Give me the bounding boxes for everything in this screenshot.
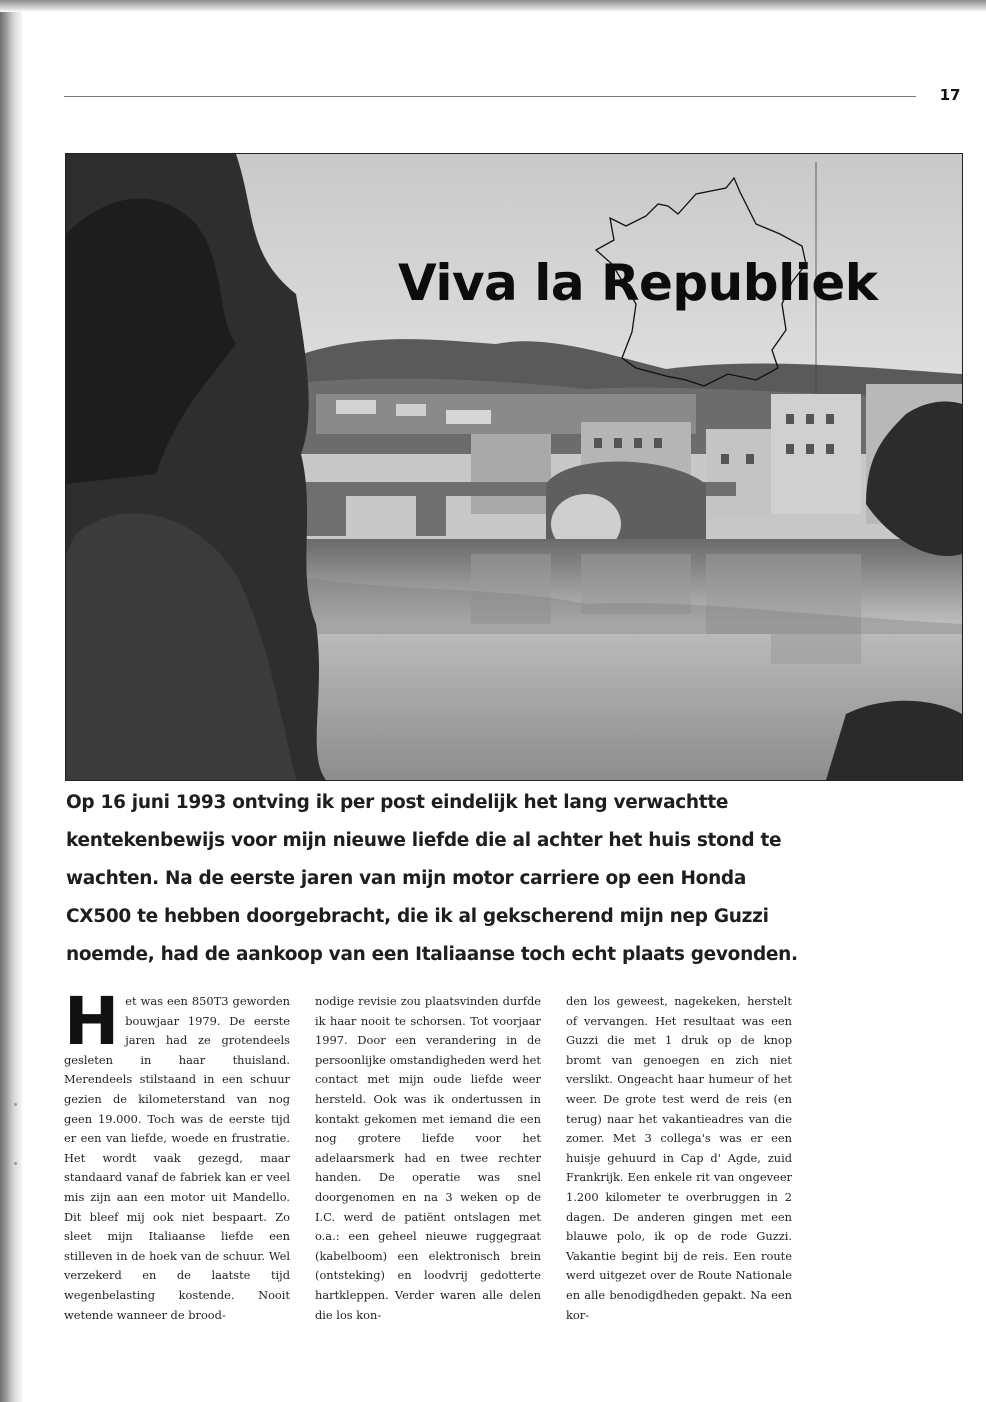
margin-mark [14,1103,17,1106]
page-number: 17 [939,86,961,104]
article-title: Viva la Republiek [398,254,878,312]
article-intro: Op 16 juni 1993 ontving ik per post eindelijk het lang verwachtte kentekenbewijs voor mijn nieuwe liefde die al achter het huis stond te wachten. Na de eerste jaren van mijn motor carriere op een Honda CX500 te hebben doorgebracht, die ik al gekscherend mijn nep Guzzi noemde, had de aankoop van een Italiaanse toch echt plaats gevonden. [66,792,798,965]
scan-shadow-left [0,0,22,1402]
scan-shadow-top [0,0,986,12]
column-1-text: et was een 850T3 geworden bouwjaar 1979. De eerste jaren had ze grotendeels gesleten in haar thuisland. Merendeels stilstaand in een schuur gezien de kilometerstand van nog geen 19.000. Toch was de eerste tijd er een van liefde, woede en frustratie. Het wordt vaak gezegd, maar standaard vanaf de fabriek kan er veel mis zijn aan een motor uit Mandello. Dit bleef mij ook niet bespaart. Zo sleet mijn Italiaanse liefde een stilleven in de hoek van de schuur. Wel verzekerd en de laatste tijd wegenbelasting kostende. Nooit wetende wanneer de brood- [64,994,290,1322]
header-rule [64,96,916,97]
drop-cap: H [64,983,120,1060]
body-column-3: den los geweest, nagekeken, herstelt of vervangen. Het resultaat was een Guzzi die met 1 druk op de knop bromt van genoegen en zich niet verslikt. Ongeacht haar humeur of het weer. De grote test werd de reis (en terug) naar het vakantieadres van die zomer. Met 3 collega's was er een huisje gehuurd in Cap d' Agde, zuid Frankrijk. Een enkele rit van ongeveer 1.200 kilometer te overbruggen in 2 dagen. De anderen gingen met een blauwe polo, ik op de rode Guzzi. Vakantie begint bij de reis. Een route werd uitgezet over de Route Nationale en alle benodigdheden gepakt. Na een kor- [566,994,792,1322]
body-column-2: nodige revisie zou plaatsvinden durfde ik haar nooit te schorsen. Tot voorjaar 1997. Door een verandering in de persoonlijke omstandigheden werd het contact met mijn oude liefde weer hersteld. Ook was ik ondertussen in kontakt gekomen met iemand die een nog grotere liefde voor het adelaarsmerk had en twee rechter handen. De operatie was snel doorgenomen en na 3 weken op de I.C. werd de patiënt ontslagen met o.a.: een geheel nieuwe ruggegraat (kabelboom) een elektronisch brein (ontsteking) en loodvrij gedotterte hartkleppen. Verder waren alle delen die los kon- [315,994,541,1322]
body-column-1 [64,983,290,1332]
margin-mark [14,1162,17,1165]
article-body [64,983,792,1332]
article-photo [65,153,963,781]
